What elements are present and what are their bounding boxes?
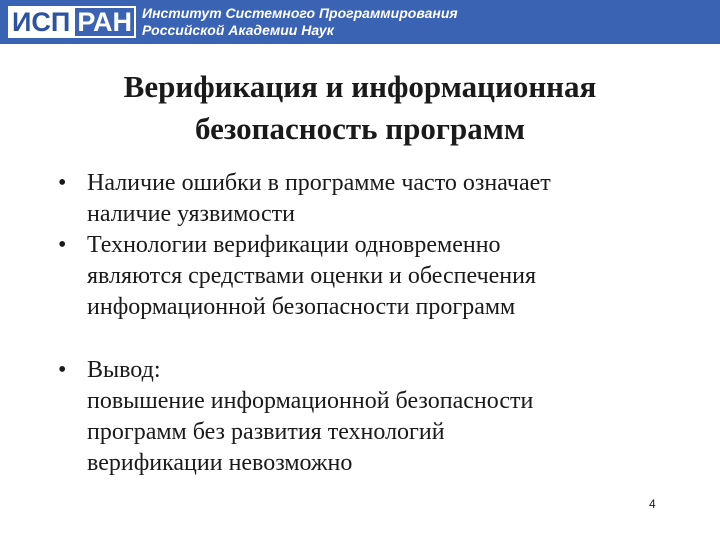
- bullet-spacer: [58, 323, 678, 355]
- page-number: 4: [649, 497, 656, 511]
- bullet-2-line-2: являются средствами оценки и обеспечения: [87, 263, 537, 289]
- bullet-3-line-1: Вывод:: [87, 357, 161, 383]
- bullet-3-line-2: повышение информационной безопасности: [87, 388, 534, 414]
- slide-title: [0, 66, 720, 150]
- bullet-item-1: [58, 168, 678, 230]
- bullet-1-line-1: Наличие ошибки в программе часто означает: [87, 170, 551, 196]
- bullet-2-line-3: информационной безопасности программ: [87, 294, 516, 320]
- bullet-3-line-3: программ без развития технологий: [87, 419, 445, 445]
- bullet-3-line-4: верификации невозможно: [87, 450, 353, 476]
- institute-name-line-2: Российской Академии Наук: [142, 22, 334, 38]
- slide-title-line-2: безопасность программ: [195, 111, 525, 146]
- bullet-list: [58, 168, 678, 479]
- logo-text-isp: ИСП: [8, 6, 73, 38]
- bullet-item-3: [58, 355, 678, 479]
- slide-title-line-1: Верификация и информационная: [123, 69, 597, 104]
- logo-text-ras: РАН: [73, 6, 136, 38]
- bullet-dot: •: [58, 357, 67, 383]
- bullet-dot: •: [58, 170, 67, 196]
- isp-ras-logo: [8, 6, 132, 38]
- header-bar: [0, 0, 720, 44]
- bullet-2-line-1: Технологии верификации одновременно: [87, 232, 501, 258]
- bullet-1-line-2: наличие уязвимости: [87, 201, 295, 227]
- bullet-dot: •: [58, 232, 67, 258]
- institute-name-line-1: Институт Системного Программирования: [142, 5, 458, 21]
- institute-name: [142, 5, 458, 39]
- bullet-item-2: [58, 230, 678, 323]
